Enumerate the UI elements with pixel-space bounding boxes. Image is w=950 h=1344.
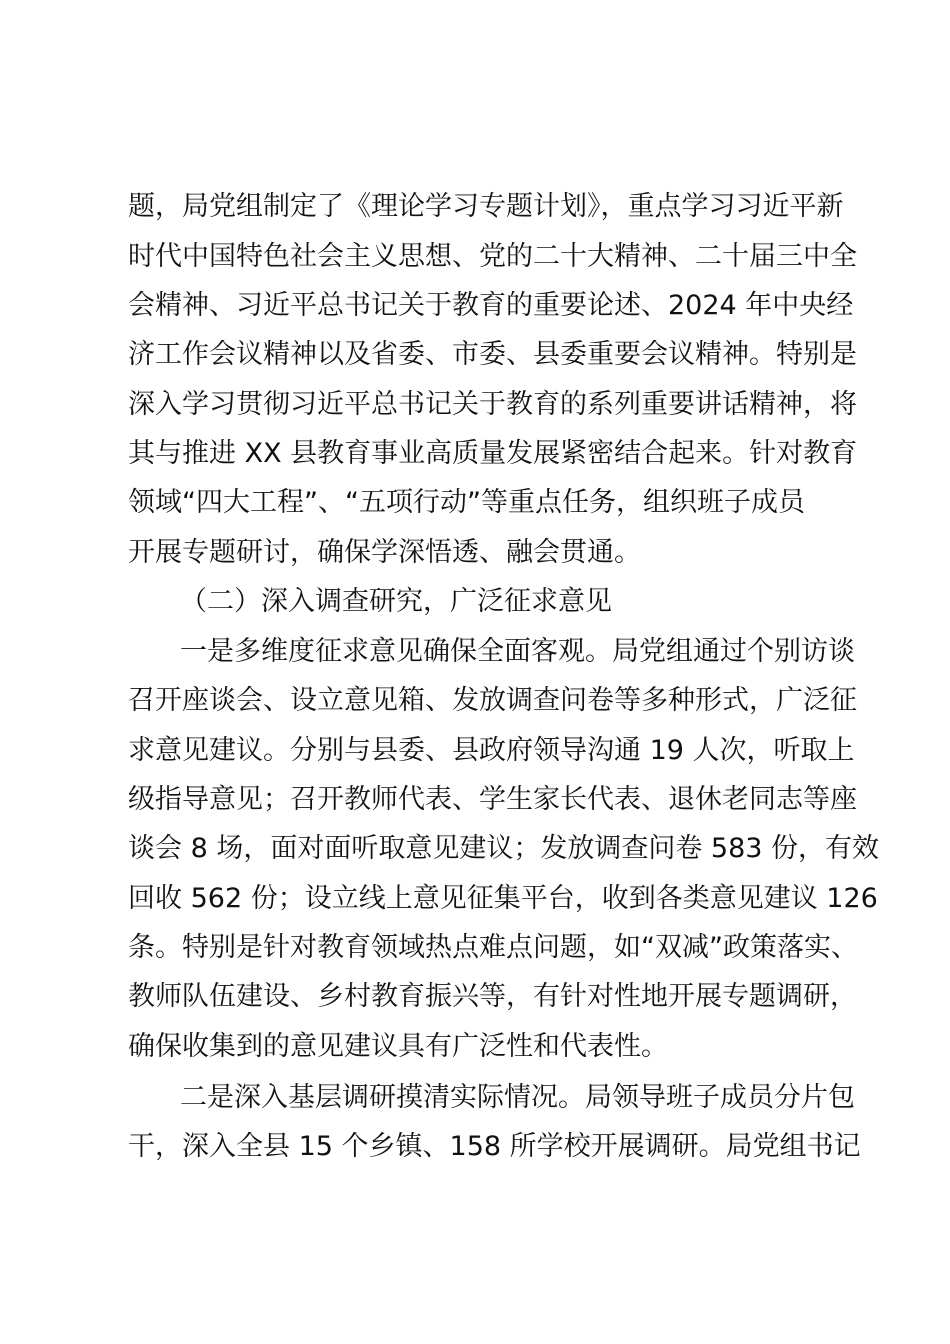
- body-text-line: 会精神、习近平总书记关于教育的重要论述、2024 年中央经: [128, 290, 854, 321]
- body-text-line: 干，深入全县 15 个乡镇、158 所学校开展调研。局党组书记: [128, 1131, 861, 1162]
- body-text-line: 求意见建议。分别与县委、县政府领导沟通 19 人次，听取上: [128, 735, 855, 766]
- body-text-line: 深入学习贯彻习近平总书记关于教育的系列重要讲话精神，将: [128, 389, 857, 420]
- body-text-line: 确保收集到的意见建议具有广泛性和代表性。: [128, 1031, 668, 1062]
- body-text-line: 领域“四大工程”、“五项行动”等重点任务，组织班子成员: [128, 487, 805, 518]
- body-text-line: 条。特别是针对教育领域热点难点问题，如“双减”政策落实、: [128, 932, 858, 963]
- body-text-line: 召开座谈会、设立意见箱、发放调查问卷等多种形式，广泛征: [128, 685, 857, 716]
- body-text-line: 济工作会议精神以及省委、市委、县委重要会议精神。特别是: [128, 339, 857, 370]
- body-text-line: 一是多维度征求意见确保全面客观。局党组通过个别访谈: [180, 636, 855, 667]
- body-text-line: 开展专题研讨，确保学深悟透、融会贯通。: [128, 537, 641, 568]
- body-text-line: 回收 562 份；设立线上意见征集平台，收到各类意见建议 126: [128, 883, 878, 914]
- body-text-line: 教师队伍建设、乡村教育振兴等，有针对性地开展专题调研，: [128, 981, 857, 1012]
- body-text-line: 题，局党组制定了《理论学习专题计划》，重点学习习近平新: [128, 191, 844, 222]
- body-text-line: 级指导意见；召开教师代表、学生家长代表、退休老同志等座: [128, 784, 857, 815]
- body-text-line: 其与推进 XX 县教育事业高质量发展紧密结合起来。针对教育: [128, 438, 858, 469]
- body-text-line: 二是深入基层调研摸清实际情况。局领导班子成员分片包: [180, 1082, 855, 1113]
- body-text-line: 谈会 8 场，面对面听取意见建议；发放调查问卷 583 份，有效: [128, 833, 880, 864]
- body-text-line: 时代中国特色社会主义思想、党的二十大精神、二十届三中全: [128, 241, 857, 272]
- section-heading: （二）深入调查研究，广泛征求意见: [180, 586, 612, 617]
